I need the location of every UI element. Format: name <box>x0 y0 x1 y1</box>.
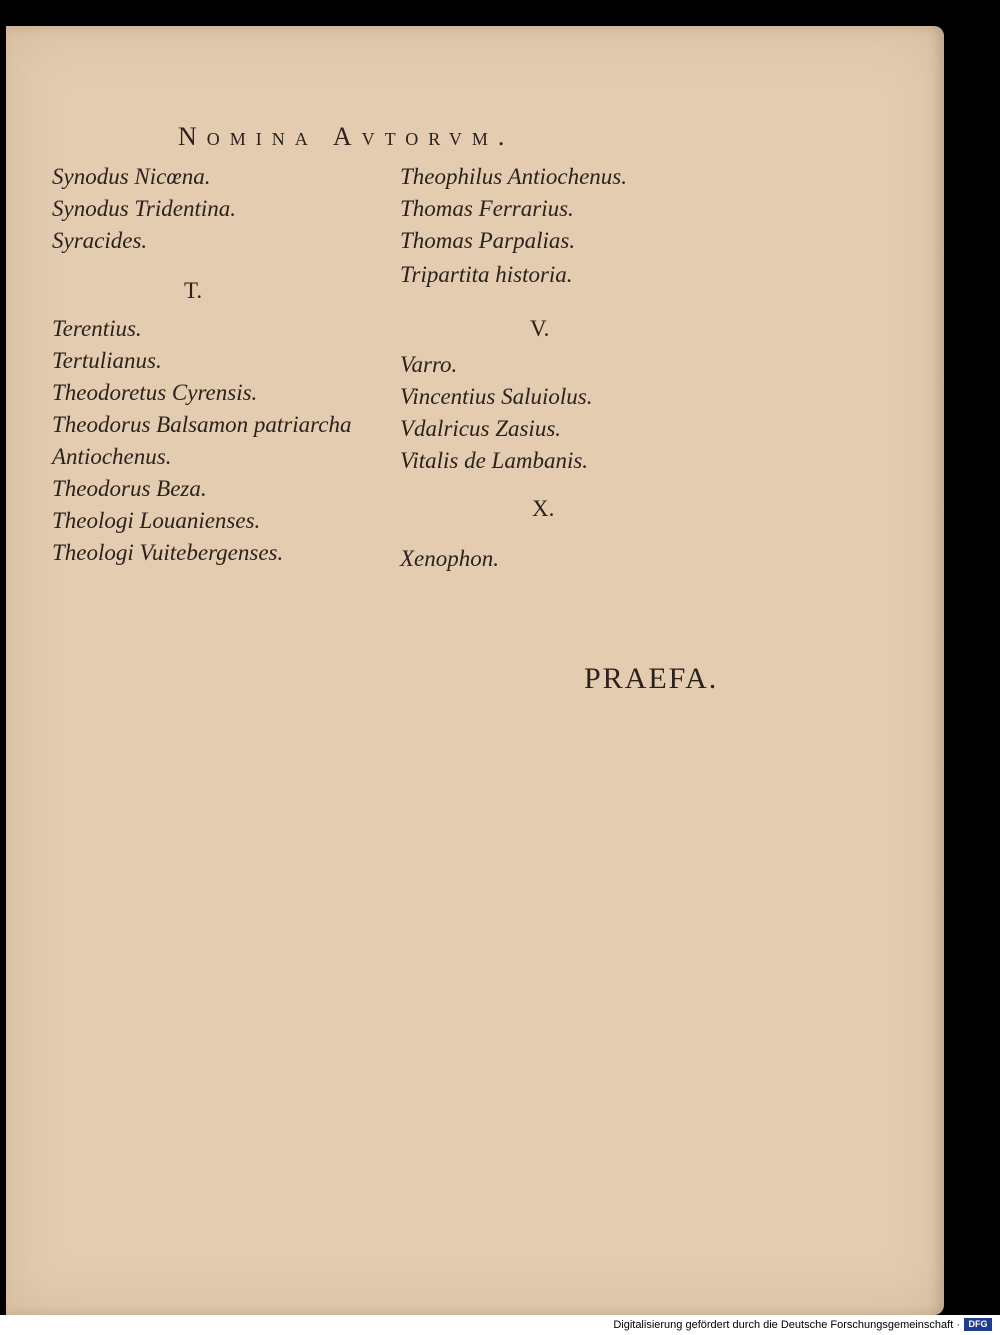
dfg-logo: DFG <box>964 1318 992 1331</box>
page-header: Nomina Avtorvm. <box>178 122 515 151</box>
section-letter-x: X. <box>532 496 555 521</box>
right-entry: Vitalis de Lambanis. <box>400 448 589 473</box>
right-entry: Tripartita historia. <box>400 262 573 287</box>
right-entry: Theophilus Antiochenus. <box>400 164 628 189</box>
left-entry: Theologi Louanienses. <box>52 508 261 533</box>
left-entry: Theodoretus Cyrensis. <box>52 380 258 405</box>
right-entry: Xenophon. <box>400 546 500 571</box>
right-entry: Thomas Parpalias. <box>400 228 576 253</box>
left-entry: Terentius. <box>52 316 142 341</box>
left-entry: Theodorus Balsamon patriarcha <box>52 412 352 437</box>
right-entry: Vincentius Saluiolus. <box>400 384 593 409</box>
left-entry: Theologi Vuitebergenses. <box>52 540 284 565</box>
left-entry: Antiochenus. <box>52 444 172 469</box>
right-entry: Vdalricus Zasius. <box>400 416 562 441</box>
left-entry: Synodus Nicœna. <box>52 164 211 189</box>
left-entry: Synodus Tridentina. <box>52 196 237 221</box>
right-entry: Thomas Ferrarius. <box>400 196 574 221</box>
left-entry: Syracides. <box>52 228 148 253</box>
book-page <box>6 26 944 1315</box>
left-entry: Tertulianus. <box>52 348 162 373</box>
left-entry: Theodorus Beza. <box>52 476 207 501</box>
section-letter-t: T. <box>184 278 203 303</box>
footer-credit: Digitalisierung gefördert durch die Deutsche Forschungsgemeinschaft · <box>613 1319 960 1331</box>
section-letter-v: V. <box>530 316 550 341</box>
catchword: PRAEFA. <box>584 662 719 695</box>
right-entry: Varro. <box>400 352 458 377</box>
